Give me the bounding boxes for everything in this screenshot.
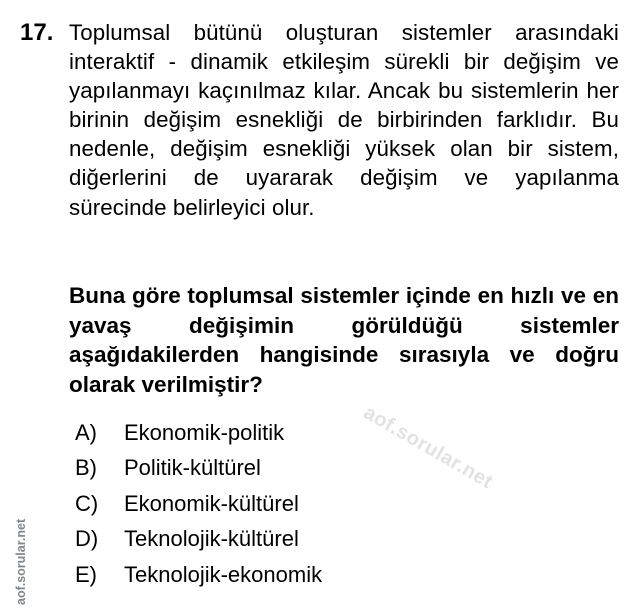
option-letter: E) <box>75 562 97 587</box>
option-text: Teknolojik-ekonomik <box>124 562 323 587</box>
option-text: Teknolojik-kültürel <box>124 526 299 551</box>
option-e[interactable] <box>75 560 495 590</box>
question-number: 17. <box>20 19 54 46</box>
option-letter: C) <box>75 491 99 516</box>
option-letter: A) <box>75 420 97 445</box>
option-d[interactable] <box>75 524 495 554</box>
watermark-diagonal: aof.sorular.net <box>359 401 497 494</box>
watermark-side: aof.sorular.net <box>14 518 28 605</box>
question-stem: Toplumsal bütünü oluşturan sistemler arasındaki interaktif - dinamik etkileşim sürekli bir değişim ve yapılanmayı kaçınılmaz kılar. Ancak bu sistemlerin her birinin değişim esnekliği de birbirinden farklıdır. Bu nedenle, değişim esnekliği yüksek olan bir sistem, diğerlerini de uyararak değişim ve yapılanma sürecinde belirleyici olur. <box>69 20 619 220</box>
question-prompt: Buna göre toplumsal sistemler içinde en hızlı ve en yavaş değişimin görüldüğü sistemler aşağıdakilerden hangisinde sırasıyla ve doğru olarak verilmiştir? <box>69 283 619 397</box>
option-letter: B) <box>75 455 97 480</box>
option-text: Politik-kültürel <box>124 455 261 480</box>
option-text: Ekonomik-kültürel <box>124 491 299 516</box>
option-text: Ekonomik-politik <box>124 420 285 445</box>
option-c[interactable] <box>75 489 495 519</box>
option-letter: D) <box>75 526 99 551</box>
